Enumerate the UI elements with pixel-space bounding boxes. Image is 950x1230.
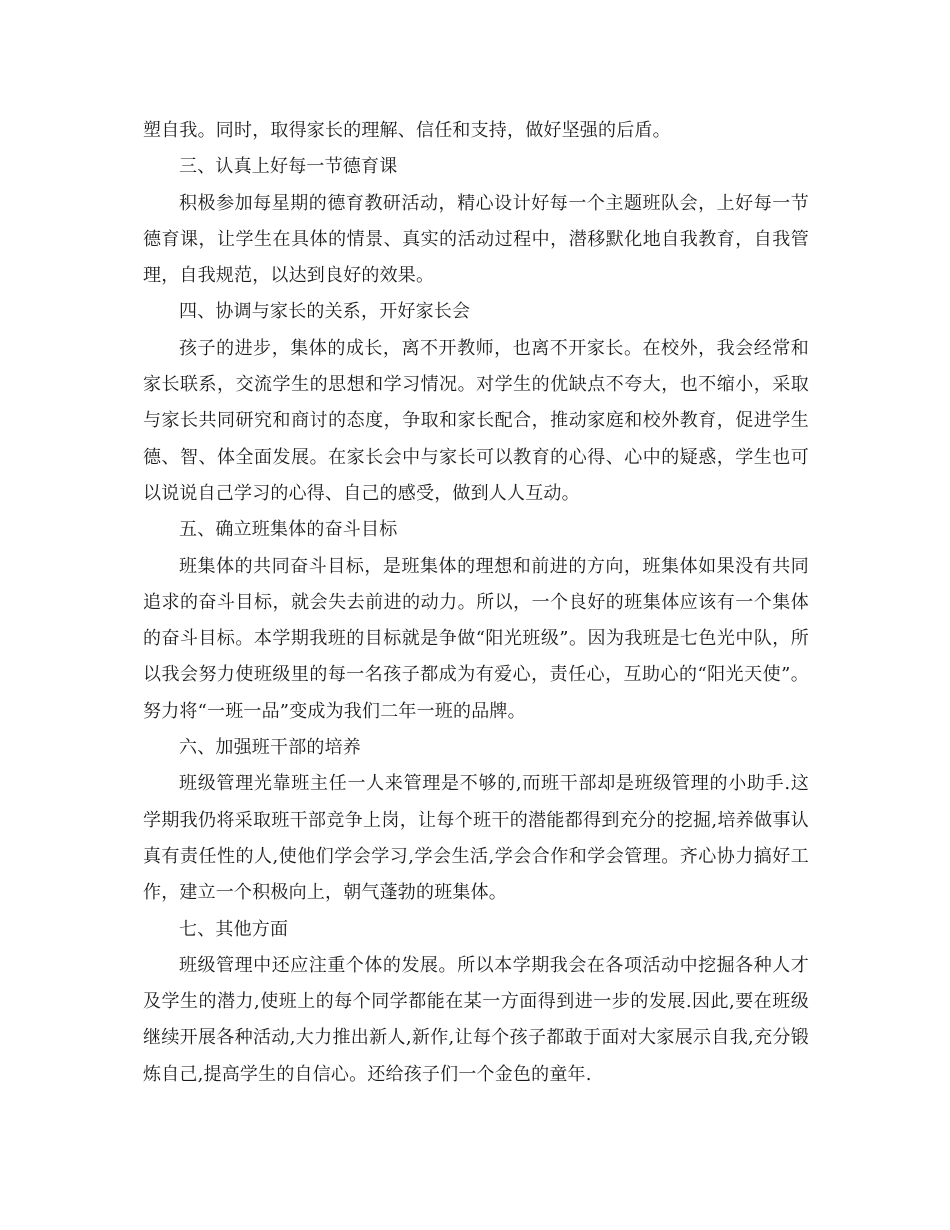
paragraph-class-cadres: 班级管理光靠班主任一人来管理是不够的,而班干部却是班级管理的小助手.这学期我仍将采取班干部竞争上岗，让每个班干的潜能都得到充分的挖掘,培养做事认真有责任性的人,使他们学会学习,学会生活,学会合作和学会管理。齐心协力搞好工作，建立一个积极向上，朝气蓬勃的班集体。 xyxy=(143,773,809,904)
document-body xyxy=(143,113,809,1093)
paragraph-parents: 孩子的进步，集体的成长，离不开教师，也离不开家长。在校外，我会经常和家长联系，交流学生的思想和学习情况。对学生的优缺点不夸大，也不缩小，采取与家长共同研究和商讨的态度，争取和家长配合，推动家庭和校外教育，促进学生德、智、体全面发展。在家长会中与家长可以教育的心得、心中的疑惑，学生也可以说说自己学习的心得、自己的感受，做到人人互动。 xyxy=(143,337,809,504)
paragraph-class-goal: 班集体的共同奋斗目标，是班集体的理想和前进的方向，班集体如果没有共同追求的奋斗目标，就会失去前进的动力。所以，一个良好的班集体应该有一个集体的奋斗目标。本学期我班的目标就是争做“阳光班级”。因为我班是七色光中队，所以我会努力使班级里的每一名孩子都成为有爱心，责任心，互助心的“阳光天使”。努力将“一班一品”变成为我们二年一班的品牌。 xyxy=(143,555,809,722)
paragraph-continuation: 塑自我。同时，取得家长的理解、信任和支持，做好坚强的后盾。 xyxy=(143,120,671,141)
section-heading-4: 四、协调与家长的关系，开好家长会 xyxy=(179,301,471,323)
paragraph-other: 班级管理中还应注重个体的发展。所以本学期我会在各项活动中挖掘各种人才及学生的潜力,使班上的每个同学都能在某一方面得到进一步的发展.因此,要在班级继续开展各种活动,大力推出新人,新作,让每个孩子都敢于面对大家展示自我,充分锻炼自己,提高学生的自信心。还给孩子们一个金色的童年. xyxy=(143,954,809,1085)
paragraph-moral-education: 积极参加每星期的德育教研活动，精心设计好每一个主题班队会，上好每一节德育课，让学生在具体的情景、真实的活动过程中，潜移默化地自我教育，自我管理，自我规范，以达到良好的效果。 xyxy=(143,192,809,287)
section-heading-6: 六、加强班干部的培养 xyxy=(179,737,361,759)
section-heading-5: 五、确立班集体的奋斗目标 xyxy=(179,519,398,541)
section-heading-7: 七、其他方面 xyxy=(179,918,289,940)
section-heading-3: 三、认真上好每一节德育课 xyxy=(179,156,398,178)
